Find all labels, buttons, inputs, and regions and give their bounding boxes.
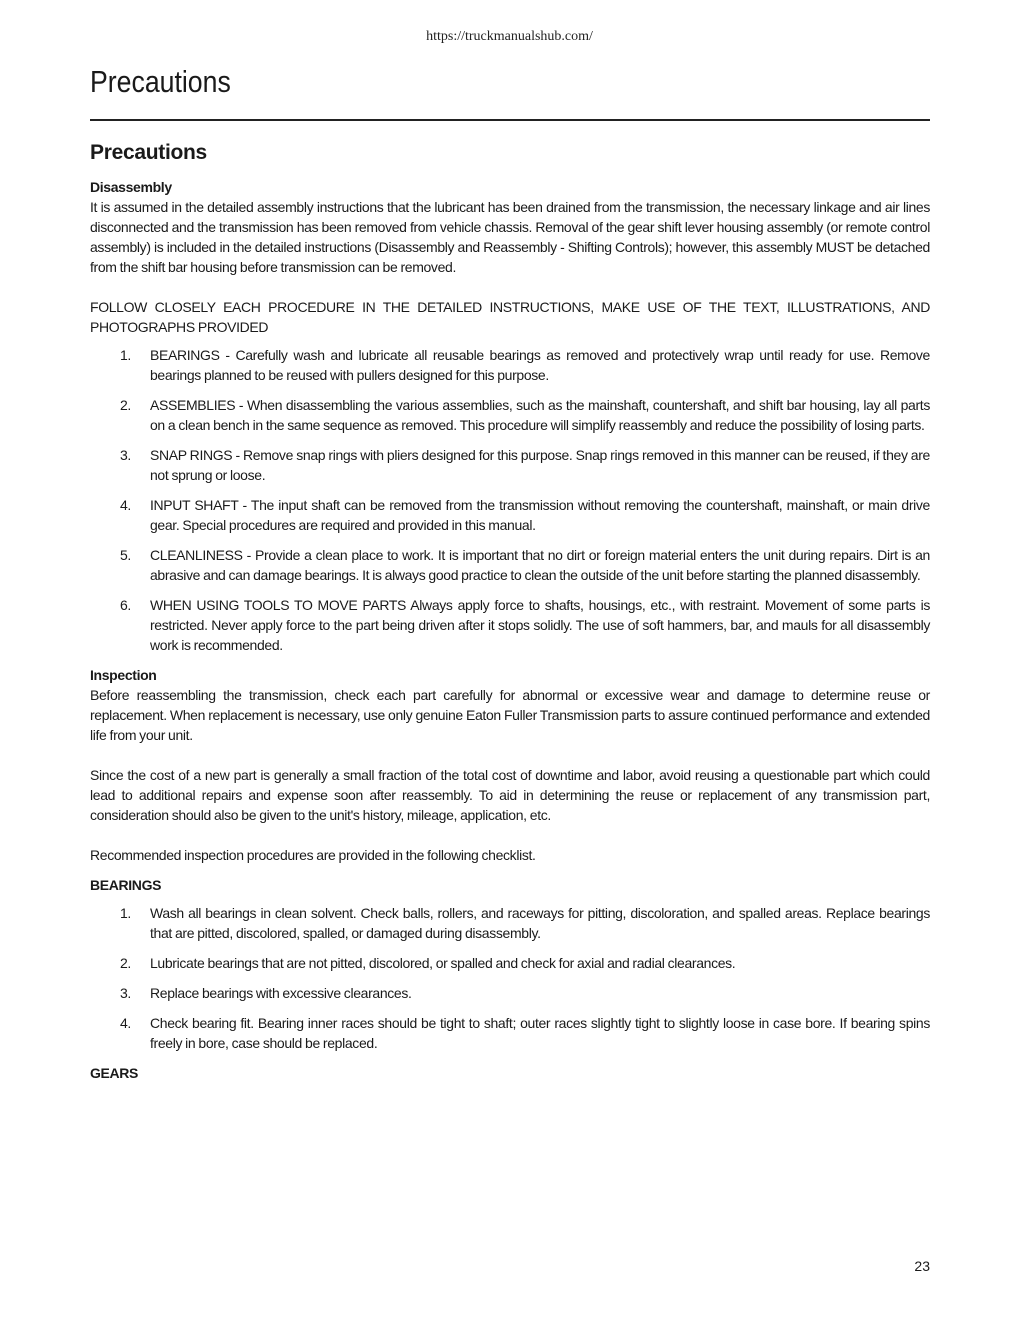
list-item-text: SNAP RINGS - Remove snap rings with pliers designed for this purpose. Snap rings removed in this manner can be reused, if they are not sprung or loose. — [150, 447, 930, 483]
list-item — [90, 903, 930, 943]
list-item-number: 3. — [120, 985, 131, 1001]
list-item-number: 1. — [120, 347, 131, 363]
page-content — [90, 143, 930, 1083]
list-item — [90, 545, 930, 585]
list-item — [90, 495, 930, 535]
list-item-number: 2. — [120, 397, 131, 413]
title-divider — [90, 119, 930, 121]
list-item — [90, 1013, 930, 1053]
list-item-number: 6. — [120, 597, 131, 613]
list-item-text: Wash all bearings in clean solvent. Check balls, rollers, and raceways for pitting, discoloration, and spalled areas. Replace bearings that are pitted, discolored, spalled, or damaged during disassembly. — [150, 905, 930, 941]
disassembly-list — [90, 345, 930, 655]
list-item-text: CLEANLINESS - Provide a clean place to work. It is important that no dirt or foreign material enters the unit during repairs. Dirt is an abrasive and can damage bearings. It is always good practice to clean the outside of the unit before starting the planned disassembly. — [150, 547, 930, 583]
inspection-paragraph: Recommended inspection procedures are provided in the following checklist. — [90, 847, 536, 863]
inspection-paragraph: Before reassembling the transmission, check each part carefully for abnormal or excessive wear and damage to determine reuse or replacement. When replacement is necessary, use only genuine Eaton Fuller Transmission parts to assure continued performance and extended life from your unit. — [90, 687, 930, 743]
page-title: Precautions — [90, 64, 231, 99]
list-item-text: WHEN USING TOOLS TO MOVE PARTS Always apply force to shafts, housings, etc., with restraint. Movement of some parts is restricted. Never apply force to the part being driven after it stops solidly. The use of soft hammers, bar, and mauls for all disassembly work is recommended. — [150, 597, 930, 653]
list-item-text: Lubricate bearings that are not pitted, discolored, or spalled and check for axial and radial clearances. — [150, 955, 736, 971]
disassembly-notice: FOLLOW CLOSELY EACH PROCEDURE IN THE DETAILED INSTRUCTIONS, MAKE USE OF THE TEXT, ILLUSTRATIONS, AND PHOTOGRAPHS PROVIDED — [90, 299, 930, 335]
disassembly-intro: It is assumed in the detailed assembly instructions that the lubricant has been drained from the transmission, the necessary linkage and air lines disconnected and the transmission has been removed from vehicle chassis. Removal of the gear shift lever housing assembly (or remote control assembly) is included in the detailed instructions (Disassembly and Reassembly - Shifting Controls); however, this assembly MUST be detached from the shift bar housing before transmission can be removed. — [90, 199, 930, 275]
list-item — [90, 983, 930, 1003]
list-item-number: 2. — [120, 955, 131, 971]
section-title: Precautions — [90, 141, 207, 164]
bearings-list — [90, 903, 930, 1053]
list-item-text: ASSEMBLIES - When disassembling the various assemblies, such as the mainshaft, countershaft, and shift bar housing, lay all parts on a clean bench in the same sequence as removed. This procedure will simplify reassembly and reduce the possibility of losing parts. — [150, 397, 930, 433]
disassembly-heading: Disassembly — [90, 179, 172, 195]
list-item-text: INPUT SHAFT - The input shaft can be removed from the transmission without removing the countershaft, mainshaft, or main drive gear. Special procedures are required and provided in this manual. — [150, 497, 930, 533]
list-item-number: 4. — [120, 1015, 131, 1031]
list-item-text: Replace bearings with excessive clearances. — [150, 985, 412, 1001]
source-url[interactable]: https://truckmanualshub.com/ — [426, 29, 593, 44]
list-item — [90, 345, 930, 385]
list-item-number: 4. — [120, 497, 131, 513]
gears-heading: GEARS — [90, 1065, 139, 1081]
page-number: 23 — [914, 1258, 930, 1274]
list-item — [90, 953, 930, 973]
inspection-paragraph: Since the cost of a new part is generally a small fraction of the total cost of downtime and labor, avoid reusing a questionable part which could lead to additional repairs and expense soon after reassembly. To aid in determining the reuse or replacement of any transmission part, consideration should also be given to the unit's history, mileage, application, etc. — [90, 767, 930, 823]
list-item-number: 1. — [120, 905, 131, 921]
list-item — [90, 595, 930, 655]
inspection-heading: Inspection — [90, 667, 157, 683]
list-item-number: 5. — [120, 547, 131, 563]
bearings-heading: BEARINGS — [90, 877, 162, 893]
list-item — [90, 395, 930, 435]
list-item-text: Check bearing fit. Bearing inner races should be tight to shaft; outer races slightly tight to slightly loose in case bore. If bearing spins freely in bore, case should be replaced. — [150, 1015, 930, 1051]
list-item-number: 3. — [120, 447, 131, 463]
list-item-text: BEARINGS - Carefully wash and lubricate all reusable bearings as removed and protectively wrap until ready for use. Remove bearings planned to be reused with pullers designed for this purpose. — [150, 347, 930, 383]
list-item — [90, 445, 930, 485]
